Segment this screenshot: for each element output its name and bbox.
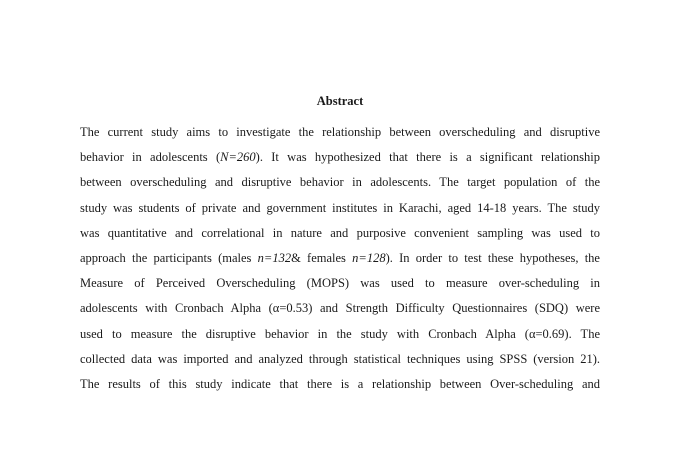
abstract-line [80,122,600,147]
text-run: adolescents with Cronbach Alpha (α=0.53) and Strength Difficulty Questionnaires (SDQ) were [80,301,600,316]
text-run: behavior in adolescents ( [80,150,221,165]
text-run: The results of this study indicate that there is a relationship between Over-scheduling and [80,376,600,391]
text-run: was quantitative and correlational in nature and purposive convenient sampling was used to [80,225,600,240]
abstract-line [80,374,600,399]
abstract-line [80,273,600,298]
text-run: between overscheduling and disruptive behavior in adolescents. The target population of the [80,175,600,190]
abstract-line [80,298,600,323]
text-run: The current study aims to investigate the relationship between overscheduling and disruptive [80,125,600,139]
italic-text: N=260 [220,150,256,165]
text-run: used to measure the disruptive behavior in the study with Cronbach Alpha (α=0.69). The [80,326,600,341]
text-run: approach the participants (males [80,250,258,265]
text-run: ). It was hypothesized that there is a significant relationship [255,150,600,165]
abstract-line [80,198,600,223]
abstract-line [80,223,600,248]
italic-text: n=132 [257,250,292,265]
text-run: collected data was imported and analyzed through statistical techniques using SPSS (version 21). [80,351,600,366]
abstract-heading: Abstract [316,94,364,108]
text-run: ). In order to test these hypotheses, the [385,250,600,265]
abstract-line [80,172,600,197]
text-run: & females [291,250,353,265]
text-run: study was students of private and government institutes in Karachi, aged 14-18 years. The study [80,200,600,215]
abstract-line [80,248,600,273]
abstract-line [80,147,600,172]
abstract-line [80,349,600,374]
abstract-body [80,122,600,399]
text-run: Measure of Perceived Overscheduling (MOPS) was used to measure over-scheduling in [80,276,600,291]
italic-text: n=128 [352,250,386,265]
abstract-line [80,324,600,349]
